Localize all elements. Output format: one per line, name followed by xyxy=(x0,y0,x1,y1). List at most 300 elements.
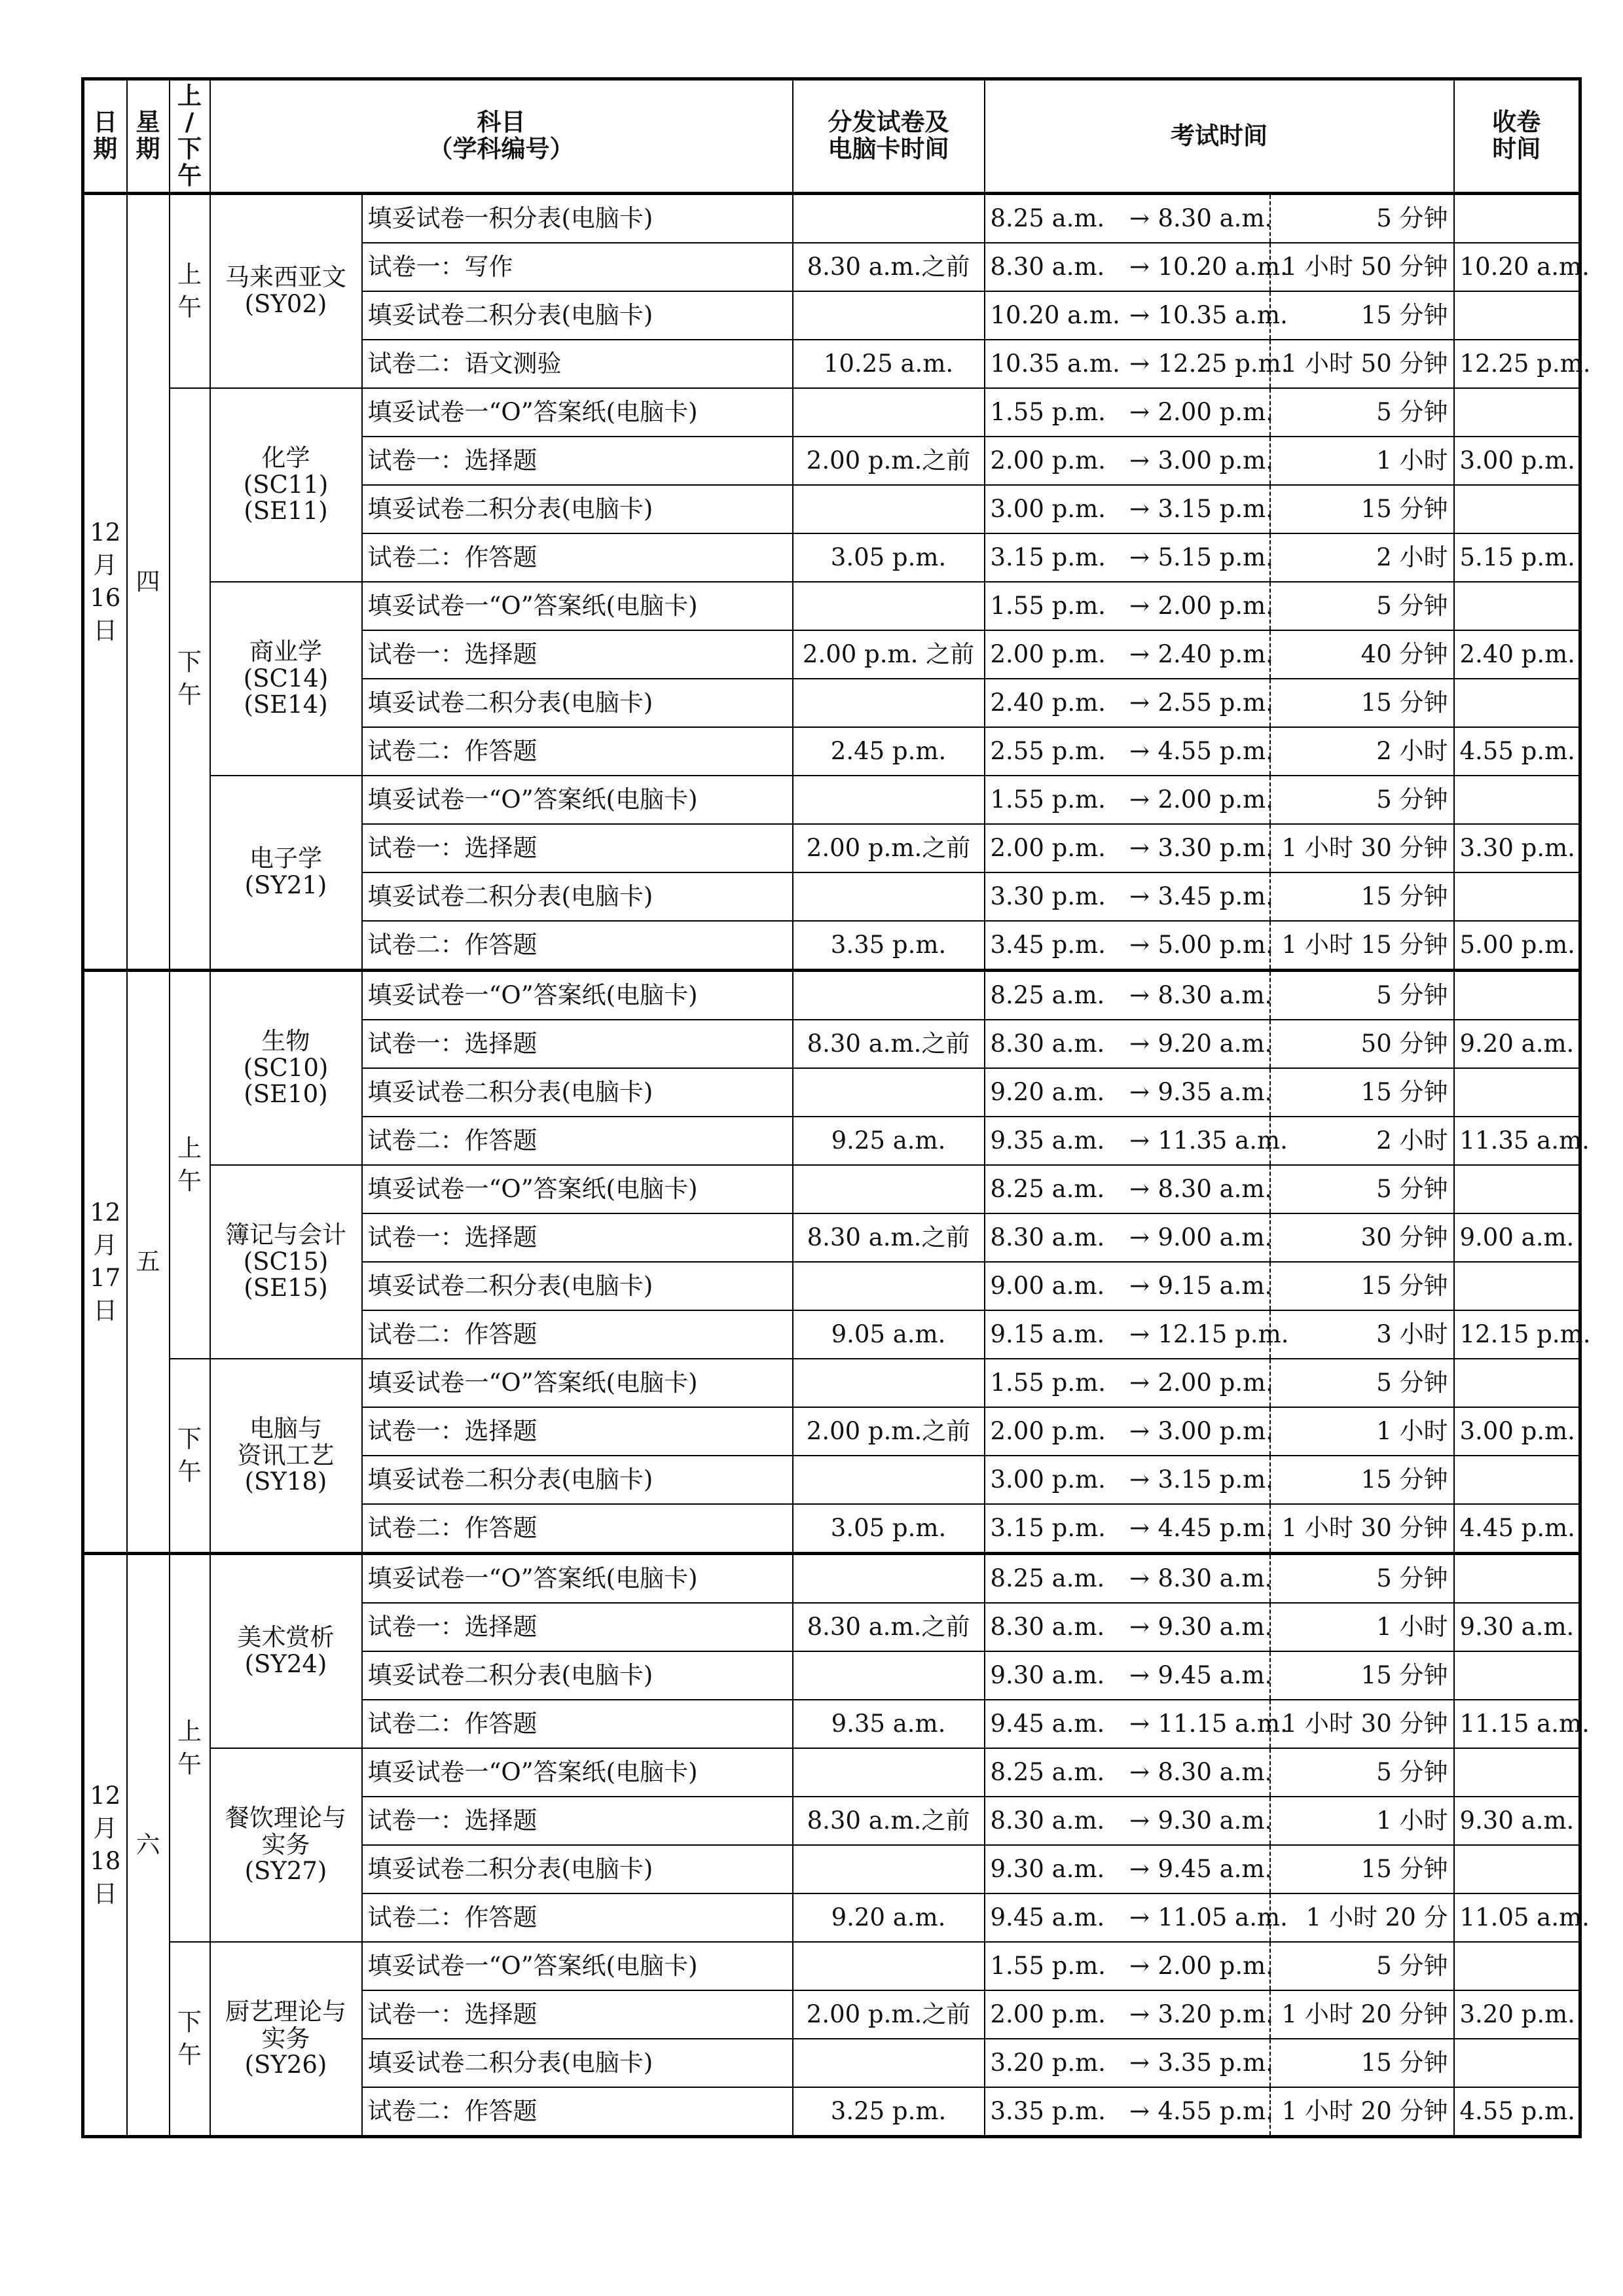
collect-time xyxy=(1454,1456,1580,1504)
end-time: 12.25 p.m. xyxy=(1158,349,1289,378)
duration: 15 分钟 xyxy=(1270,1068,1454,1117)
exam-time-range xyxy=(985,1359,1273,1407)
duration: 1 小时 20 分钟 xyxy=(1270,2087,1454,2137)
distribute-time: 10.25 a.m. xyxy=(793,340,985,388)
end-time: 11.05 a.m. xyxy=(1158,1903,1288,1931)
end-time: 2.00 p.m. xyxy=(1158,785,1273,814)
duration: 1 小时 xyxy=(1270,1797,1454,1845)
paper-item: 试卷一：写作 xyxy=(362,243,793,291)
paper-item: 试卷二：作答题 xyxy=(362,1504,793,1554)
start-time: 1.55 p.m. xyxy=(990,1951,1106,1980)
distribute-time: 3.35 p.m. xyxy=(793,921,985,971)
table-row xyxy=(83,388,1580,437)
collect-time: 3.20 p.m. xyxy=(1454,1990,1580,2039)
arrow-right-icon: → xyxy=(1129,1319,1150,1348)
session-cell: 上 午 xyxy=(170,971,210,1359)
distribute-time xyxy=(793,1165,985,1213)
arrow-right-icon: → xyxy=(1129,833,1150,862)
collect-time xyxy=(1454,971,1580,1020)
paper-item: 填妥试卷二积分表(电脑卡) xyxy=(362,872,793,921)
paper-item: 试卷一：选择题 xyxy=(362,630,793,679)
distribute-time xyxy=(793,872,985,921)
start-time: 3.15 p.m. xyxy=(990,543,1106,571)
exam-time-range xyxy=(985,630,1273,679)
distribute-time: 8.30 a.m.之前 xyxy=(793,1603,985,1651)
end-time: 9.45 a.m. xyxy=(1158,1660,1273,1689)
paper-item: 试卷二：作答题 xyxy=(362,533,793,582)
start-time: 8.30 a.m. xyxy=(990,252,1105,281)
start-time: 8.25 a.m. xyxy=(990,980,1105,1009)
exam-time-range xyxy=(985,1748,1273,1797)
exam-time-range xyxy=(985,921,1273,971)
end-time: 9.15 a.m. xyxy=(1158,1271,1273,1300)
end-time: 9.00 a.m. xyxy=(1158,1223,1273,1251)
end-time: 4.55 p.m. xyxy=(1158,2096,1273,2125)
arrow-right-icon: → xyxy=(1129,639,1150,668)
exam-time-range xyxy=(985,1990,1273,2039)
arrow-right-icon: → xyxy=(1129,1806,1150,1835)
header-weekday: 星 期 xyxy=(127,79,170,194)
table-row xyxy=(83,1748,1580,1797)
header-distribute: 分发试卷及 电脑卡时间 xyxy=(793,79,985,194)
duration: 5 分钟 xyxy=(1270,1554,1454,1604)
collect-time: 12.25 p.m. xyxy=(1454,340,1580,388)
collect-time: 3.00 p.m. xyxy=(1454,437,1580,485)
header-exam-time: 考试时间 xyxy=(985,79,1454,194)
arrow-right-icon: → xyxy=(1129,1416,1150,1445)
paper-item: 填妥试卷二积分表(电脑卡) xyxy=(362,1068,793,1117)
subject-cell: 簿记与会计 (SC15) (SE15) xyxy=(210,1165,362,1359)
end-time: 5.00 p.m. xyxy=(1158,930,1273,959)
paper-item: 填妥试卷一“O”答案纸(电脑卡) xyxy=(362,1554,793,1604)
arrow-right-icon: → xyxy=(1129,1368,1150,1397)
collect-time xyxy=(1454,582,1580,630)
duration: 15 分钟 xyxy=(1270,485,1454,533)
end-time: 2.00 p.m. xyxy=(1158,1368,1273,1397)
subject-cell: 餐饮理论与 实务 (SY27) xyxy=(210,1748,362,1942)
start-time: 9.15 a.m. xyxy=(990,1319,1105,1348)
collect-time: 5.00 p.m. xyxy=(1454,921,1580,971)
paper-item: 填妥试卷二积分表(电脑卡) xyxy=(362,1262,793,1310)
end-time: 9.30 a.m. xyxy=(1158,1806,1273,1835)
paper-item: 填妥试卷二积分表(电脑卡) xyxy=(362,679,793,727)
paper-item: 填妥试卷二积分表(电脑卡) xyxy=(362,291,793,340)
arrow-right-icon: → xyxy=(1129,1223,1150,1251)
start-time: 8.30 a.m. xyxy=(990,1223,1105,1251)
distribute-time: 8.30 a.m.之前 xyxy=(793,1213,985,1262)
schedule-body xyxy=(83,194,1591,2137)
end-time: 2.00 p.m. xyxy=(1158,591,1273,620)
distribute-time: 2.00 p.m.之前 xyxy=(793,437,985,485)
duration: 15 分钟 xyxy=(1270,1651,1454,1700)
exam-time-range xyxy=(985,1797,1273,1845)
start-time: 3.30 p.m. xyxy=(990,882,1106,910)
distribute-time xyxy=(793,1068,985,1117)
collect-time: 9.20 a.m. xyxy=(1454,1020,1580,1068)
duration: 5 分钟 xyxy=(1270,582,1454,630)
collect-time xyxy=(1454,2039,1580,2087)
duration: 15 分钟 xyxy=(1270,872,1454,921)
distribute-time xyxy=(793,582,985,630)
collect-time xyxy=(1454,1748,1580,1797)
subject-cell: 厨艺理论与 实务 (SY26) xyxy=(210,1942,362,2137)
start-time: 9.00 a.m. xyxy=(990,1271,1105,1300)
end-time: 9.45 a.m. xyxy=(1158,1854,1273,1883)
exam-time-range xyxy=(985,1700,1288,1748)
collect-time xyxy=(1454,1359,1580,1407)
paper-item: 试卷二：语文测验 xyxy=(362,340,793,388)
arrow-right-icon: → xyxy=(1129,1903,1150,1931)
start-time: 8.25 a.m. xyxy=(990,1174,1105,1203)
table-row xyxy=(83,582,1580,630)
arrow-right-icon: → xyxy=(1129,736,1150,765)
arrow-right-icon: → xyxy=(1129,1465,1150,1494)
distribute-time xyxy=(793,1262,985,1310)
distribute-time xyxy=(793,971,985,1020)
arrow-right-icon: → xyxy=(1129,252,1150,281)
exam-time-range xyxy=(985,1262,1273,1310)
paper-item: 试卷一：选择题 xyxy=(362,824,793,872)
paper-item: 试卷一：选择题 xyxy=(362,1407,793,1456)
exam-time-range xyxy=(985,582,1273,630)
arrow-right-icon: → xyxy=(1129,300,1150,329)
distribute-time: 2.00 p.m.之前 xyxy=(793,1990,985,2039)
date-cell: 12 月 16 日 xyxy=(83,194,127,971)
start-time: 2.00 p.m. xyxy=(990,1416,1106,1445)
arrow-right-icon: → xyxy=(1129,1854,1150,1883)
start-time: 8.25 a.m. xyxy=(990,1757,1105,1786)
start-time: 8.30 a.m. xyxy=(990,1806,1105,1835)
exam-time-range xyxy=(985,485,1273,533)
duration: 1 小时 xyxy=(1270,1603,1454,1651)
end-time: 9.35 a.m. xyxy=(1158,1077,1273,1106)
duration: 1 小时 50 分钟 xyxy=(1270,243,1454,291)
start-time: 2.00 p.m. xyxy=(990,446,1106,475)
exam-schedule-table xyxy=(81,77,1591,2138)
paper-item: 填妥试卷一“O”答案纸(电脑卡) xyxy=(362,582,793,630)
paper-item: 填妥试卷一“O”答案纸(电脑卡) xyxy=(362,776,793,824)
duration: 1 小时 15 分钟 xyxy=(1270,921,1454,971)
paper-item: 填妥试卷二积分表(电脑卡) xyxy=(362,485,793,533)
collect-time: 11.15 a.m. xyxy=(1454,1700,1580,1748)
exam-time-range xyxy=(985,1456,1273,1504)
exam-time-range xyxy=(985,1407,1273,1456)
collect-time: 11.05 a.m. xyxy=(1454,1893,1580,1942)
arrow-right-icon: → xyxy=(1129,1271,1150,1300)
exam-time-range xyxy=(985,1020,1273,1068)
distribute-time xyxy=(793,679,985,727)
collect-time xyxy=(1454,679,1580,727)
collect-time xyxy=(1454,1651,1580,1700)
end-time: 2.40 p.m. xyxy=(1158,639,1273,668)
collect-time: 3.30 p.m. xyxy=(1454,824,1580,872)
duration: 1 小时 xyxy=(1270,437,1454,485)
table-row xyxy=(83,971,1580,1020)
exam-time-range xyxy=(985,1504,1273,1554)
arrow-right-icon: → xyxy=(1129,591,1150,620)
distribute-time: 8.30 a.m.之前 xyxy=(793,243,985,291)
distribute-time xyxy=(793,291,985,340)
distribute-time: 9.20 a.m. xyxy=(793,1893,985,1942)
exam-time-range xyxy=(985,291,1288,340)
end-time: 2.00 p.m. xyxy=(1158,1951,1273,1980)
exam-time-range xyxy=(985,971,1273,1020)
distribute-time xyxy=(793,194,985,243)
collect-time: 10.20 a.m. xyxy=(1454,243,1580,291)
end-time: 3.35 p.m. xyxy=(1158,2048,1273,2077)
duration: 15 分钟 xyxy=(1270,291,1454,340)
distribute-time: 3.25 p.m. xyxy=(793,2087,985,2137)
start-time: 8.30 a.m. xyxy=(990,1612,1105,1641)
paper-item: 填妥试卷一“O”答案纸(电脑卡) xyxy=(362,1942,793,1990)
end-time: 8.30 a.m. xyxy=(1158,204,1273,232)
start-time: 9.45 a.m. xyxy=(990,1709,1105,1738)
start-time: 1.55 p.m. xyxy=(990,785,1106,814)
subject-cell: 美术赏析 (SY24) xyxy=(210,1554,362,1749)
arrow-right-icon: → xyxy=(1129,1174,1150,1203)
arrow-right-icon: → xyxy=(1129,930,1150,959)
collect-time xyxy=(1454,776,1580,824)
paper-item: 试卷二：作答题 xyxy=(362,1700,793,1748)
distribute-time: 2.45 p.m. xyxy=(793,727,985,776)
distribute-time xyxy=(793,1845,985,1893)
paper-item: 填妥试卷二积分表(电脑卡) xyxy=(362,2039,793,2087)
collect-time: 12.15 p.m. xyxy=(1454,1310,1580,1359)
arrow-right-icon: → xyxy=(1129,1757,1150,1786)
end-time: 8.30 a.m. xyxy=(1158,1564,1273,1592)
table-row xyxy=(83,1942,1580,1990)
header-collect: 收卷 时间 xyxy=(1454,79,1580,194)
distribute-time: 8.30 a.m.之前 xyxy=(793,1797,985,1845)
start-time: 3.00 p.m. xyxy=(990,1465,1106,1494)
weekday-cell: 六 xyxy=(127,1554,170,2137)
end-time: 3.00 p.m. xyxy=(1158,1416,1273,1445)
paper-item: 试卷二：作答题 xyxy=(362,2087,793,2137)
arrow-right-icon: → xyxy=(1129,1709,1150,1738)
distribute-time: 9.35 a.m. xyxy=(793,1700,985,1748)
arrow-right-icon: → xyxy=(1129,1660,1150,1689)
session-cell: 下 午 xyxy=(170,1942,210,2137)
end-time: 3.15 p.m. xyxy=(1158,1465,1273,1494)
subject-cell: 化学 (SC11) (SE11) xyxy=(210,388,362,582)
paper-item: 试卷一：选择题 xyxy=(362,1020,793,1068)
duration: 2 小时 xyxy=(1270,727,1454,776)
end-time: 9.20 a.m. xyxy=(1158,1029,1273,1058)
start-time: 9.30 a.m. xyxy=(990,1660,1105,1689)
paper-item: 填妥试卷一“O”答案纸(电脑卡) xyxy=(362,388,793,437)
duration: 5 分钟 xyxy=(1270,776,1454,824)
duration: 5 分钟 xyxy=(1270,971,1454,1020)
arrow-right-icon: → xyxy=(1129,446,1150,475)
exam-time-range xyxy=(985,2087,1273,2137)
exam-time-range xyxy=(985,533,1273,582)
arrow-right-icon: → xyxy=(1129,349,1150,378)
start-time: 1.55 p.m. xyxy=(990,1368,1106,1397)
end-time: 3.00 p.m. xyxy=(1158,446,1273,475)
header-subject: 科目 （学科编号） xyxy=(210,79,793,194)
exam-time-range xyxy=(985,243,1288,291)
paper-item: 试卷二：作答题 xyxy=(362,1117,793,1165)
start-time: 9.30 a.m. xyxy=(990,1854,1105,1883)
collect-time: 4.55 p.m. xyxy=(1454,727,1580,776)
exam-time-range xyxy=(985,437,1273,485)
end-time: 12.15 p.m. xyxy=(1158,1319,1289,1348)
arrow-right-icon: → xyxy=(1129,1612,1150,1641)
weekday-cell: 五 xyxy=(127,971,170,1554)
start-time: 3.15 p.m. xyxy=(990,1513,1106,1542)
end-time: 3.30 p.m. xyxy=(1158,833,1273,862)
distribute-time xyxy=(793,1359,985,1407)
arrow-right-icon: → xyxy=(1129,204,1150,232)
end-time: 11.35 a.m. xyxy=(1158,1126,1288,1155)
arrow-right-icon: → xyxy=(1129,1564,1150,1592)
subject-cell: 马来西亚文 (SY02) xyxy=(210,194,362,389)
duration: 5 分钟 xyxy=(1270,194,1454,243)
paper-item: 填妥试卷一“O”答案纸(电脑卡) xyxy=(362,971,793,1020)
exam-time-range xyxy=(985,1942,1273,1990)
session-cell: 上 午 xyxy=(170,194,210,389)
exam-time-range xyxy=(985,1893,1288,1942)
start-time: 3.20 p.m. xyxy=(990,2048,1106,2077)
distribute-time xyxy=(793,2039,985,2087)
collect-time xyxy=(1454,485,1580,533)
table-row xyxy=(83,194,1580,243)
exam-time-range xyxy=(985,1845,1273,1893)
collect-time xyxy=(1454,388,1580,437)
subject-cell: 电子学 (SY21) xyxy=(210,776,362,971)
collect-time: 4.45 p.m. xyxy=(1454,1504,1580,1554)
paper-item: 填妥试卷二积分表(电脑卡) xyxy=(362,1845,793,1893)
arrow-right-icon: → xyxy=(1129,785,1150,814)
duration: 5 分钟 xyxy=(1270,1165,1454,1213)
arrow-right-icon: → xyxy=(1129,1029,1150,1058)
duration: 1 小时 30 分钟 xyxy=(1270,1700,1454,1748)
duration: 2 小时 xyxy=(1270,1117,1454,1165)
distribute-time: 2.00 p.m. 之前 xyxy=(793,630,985,679)
duration: 15 分钟 xyxy=(1270,2039,1454,2087)
distribute-time xyxy=(793,1554,985,1604)
arrow-right-icon: → xyxy=(1129,980,1150,1009)
paper-item: 填妥试卷一“O”答案纸(电脑卡) xyxy=(362,1748,793,1797)
exam-time-range xyxy=(985,1213,1273,1262)
arrow-right-icon: → xyxy=(1129,2048,1150,2077)
duration: 3 小时 xyxy=(1270,1310,1454,1359)
end-time: 8.30 a.m. xyxy=(1158,980,1273,1009)
start-time: 10.20 a.m. xyxy=(990,300,1120,329)
collect-time xyxy=(1454,1554,1580,1604)
exam-time-range xyxy=(985,727,1273,776)
distribute-time xyxy=(793,388,985,437)
header-ampm: 上 / 下 午 xyxy=(170,79,210,194)
paper-item: 试卷一：选择题 xyxy=(362,437,793,485)
distribute-time xyxy=(793,1456,985,1504)
end-time: 2.00 p.m. xyxy=(1158,397,1273,426)
start-time: 1.55 p.m. xyxy=(990,591,1106,620)
end-time: 8.30 a.m. xyxy=(1158,1174,1273,1203)
start-time: 8.25 a.m. xyxy=(990,204,1105,232)
exam-time-range xyxy=(985,1554,1273,1604)
arrow-right-icon: → xyxy=(1129,688,1150,717)
start-time: 2.55 p.m. xyxy=(990,736,1106,765)
exam-time-range xyxy=(985,388,1273,437)
exam-time-range xyxy=(985,776,1273,824)
collect-time xyxy=(1454,1068,1580,1117)
paper-item: 填妥试卷一“O”答案纸(电脑卡) xyxy=(362,1359,793,1407)
start-time: 9.45 a.m. xyxy=(990,1903,1105,1931)
end-time: 4.45 p.m. xyxy=(1158,1513,1273,1542)
distribute-time: 9.25 a.m. xyxy=(793,1117,985,1165)
end-time: 9.30 a.m. xyxy=(1158,1612,1273,1641)
paper-item: 试卷一：选择题 xyxy=(362,1603,793,1651)
distribute-time xyxy=(793,1942,985,1990)
end-time: 10.20 a.m. xyxy=(1158,252,1288,281)
duration: 30 分钟 xyxy=(1270,1213,1454,1262)
paper-item: 试卷一：选择题 xyxy=(362,1213,793,1262)
arrow-right-icon: → xyxy=(1129,1951,1150,1980)
subject-cell: 电脑与 资讯工艺 (SY18) xyxy=(210,1359,362,1554)
exam-time-range xyxy=(985,1165,1273,1213)
duration: 1 小时 20 分钟 xyxy=(1270,1990,1454,2039)
duration: 15 分钟 xyxy=(1270,679,1454,727)
paper-item: 试卷二：作答题 xyxy=(362,1310,793,1359)
paper-item: 试卷一：选择题 xyxy=(362,1990,793,2039)
distribute-time: 2.00 p.m.之前 xyxy=(793,824,985,872)
paper-item: 填妥试卷二积分表(电脑卡) xyxy=(362,1456,793,1504)
distribute-time: 3.05 p.m. xyxy=(793,533,985,582)
duration: 5 分钟 xyxy=(1270,1942,1454,1990)
exam-time-range xyxy=(985,824,1273,872)
duration: 1 小时 30 分钟 xyxy=(1270,1504,1454,1554)
start-time: 9.35 a.m. xyxy=(990,1126,1105,1155)
duration: 15 分钟 xyxy=(1270,1845,1454,1893)
end-time: 4.55 p.m. xyxy=(1158,736,1273,765)
collect-time: 9.30 a.m. xyxy=(1454,1603,1580,1651)
collect-time xyxy=(1454,1165,1580,1213)
collect-time: 3.00 p.m. xyxy=(1454,1407,1580,1456)
start-time: 1.55 p.m. xyxy=(990,397,1106,426)
start-time: 2.00 p.m. xyxy=(990,639,1106,668)
duration: 2 小时 xyxy=(1270,533,1454,582)
arrow-right-icon: → xyxy=(1129,882,1150,910)
exam-time-range xyxy=(985,872,1273,921)
start-time: 3.35 p.m. xyxy=(990,2096,1106,2125)
end-time: 3.45 p.m. xyxy=(1158,882,1273,910)
table-row xyxy=(83,1359,1580,1407)
exam-time-range xyxy=(985,194,1273,243)
paper-item: 试卷二：作答题 xyxy=(362,921,793,971)
distribute-time xyxy=(793,1651,985,1700)
table-row xyxy=(83,1165,1580,1213)
start-time: 2.00 p.m. xyxy=(990,833,1106,862)
paper-item: 试卷二：作答题 xyxy=(362,1893,793,1942)
end-time: 10.35 a.m. xyxy=(1158,300,1288,329)
arrow-right-icon: → xyxy=(1129,1126,1150,1155)
arrow-right-icon: → xyxy=(1129,397,1150,426)
distribute-time xyxy=(793,485,985,533)
start-time: 2.40 p.m. xyxy=(990,688,1106,717)
date-cell: 12 月 18 日 xyxy=(83,1554,127,2137)
session-cell: 上 午 xyxy=(170,1554,210,1943)
collect-time xyxy=(1454,1845,1580,1893)
collect-time xyxy=(1454,1262,1580,1310)
start-time: 3.00 p.m. xyxy=(990,494,1106,523)
duration: 1 小时 50 分钟 xyxy=(1270,340,1454,388)
subject-cell: 生物 (SC10) (SE10) xyxy=(210,971,362,1166)
distribute-time xyxy=(793,1748,985,1797)
paper-item: 试卷二：作答题 xyxy=(362,727,793,776)
paper-item: 试卷一：选择题 xyxy=(362,1797,793,1845)
duration: 5 分钟 xyxy=(1270,388,1454,437)
